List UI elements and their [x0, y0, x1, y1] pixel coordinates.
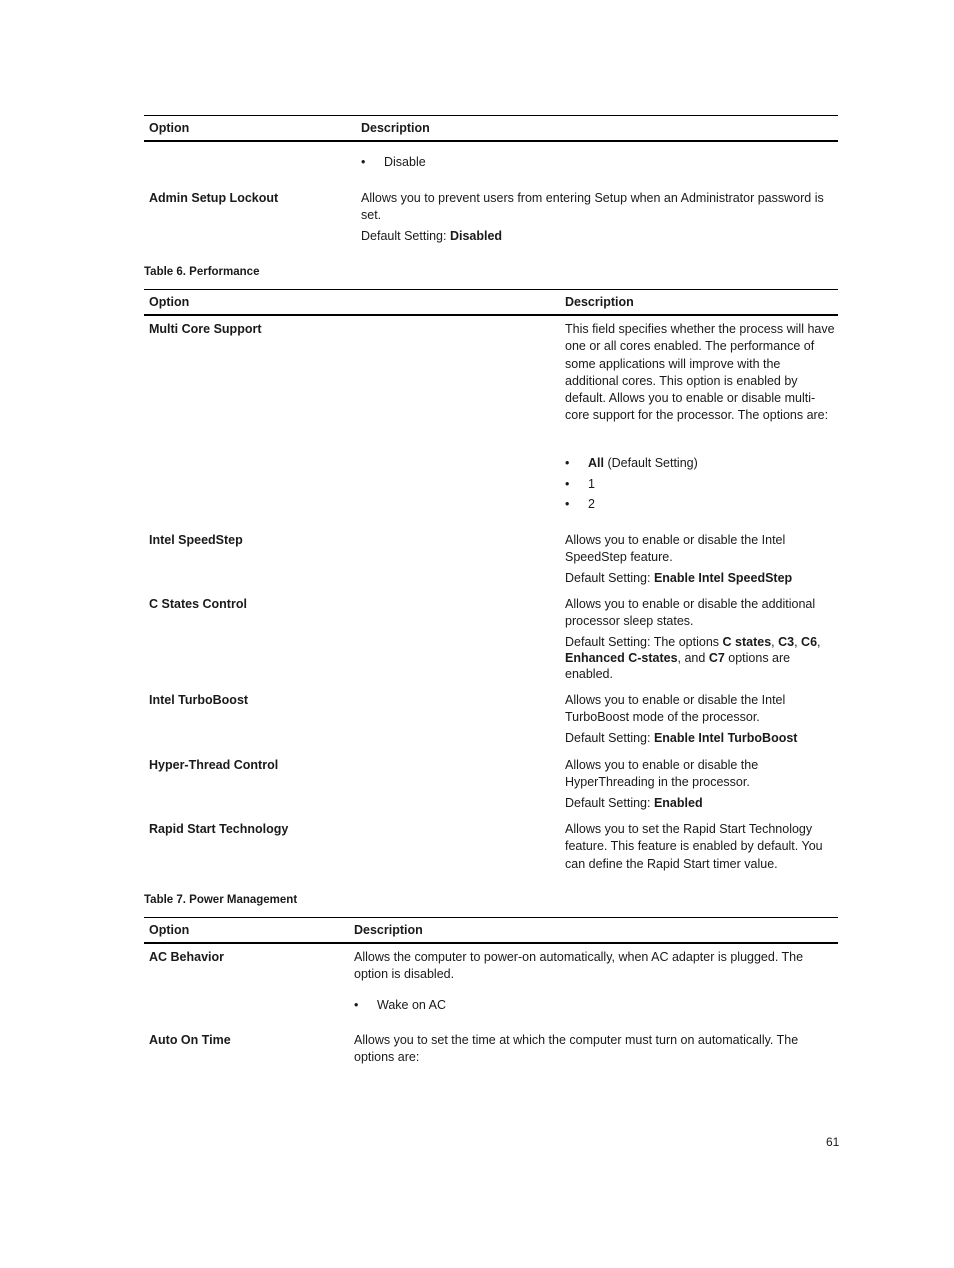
default-setting-label: Default Setting: [565, 731, 654, 745]
default-setting-value: Enable Intel SpeedStep [653, 571, 793, 585]
option-ac-behavior: AC Behavior [149, 950, 225, 964]
default-setting-label: Default Setting: [361, 229, 450, 243]
description-intel-turboboost: Allows you to enable or disable the Intel TurboBoost mode of the processor. [565, 693, 786, 725]
column-header-description: Description [354, 923, 423, 937]
option-intel-turboboost: Intel TurboBoost [149, 693, 249, 707]
description-c-states-control: Allows you to enable or disable the additional processor sleep states. [565, 597, 816, 629]
column-header-description: Description [565, 295, 634, 309]
list-item-text: Disable [384, 155, 426, 169]
default-setting-label: Default Setting: [565, 796, 654, 810]
list-item-text: 1 [588, 477, 595, 491]
description-intel-speedstep: Allows you to enable or disable the Intel SpeedStep feature. [565, 533, 786, 565]
table-top-rule [144, 115, 838, 116]
default-setting-c-states-control: Default Setting: The options C states, C3, C6, Enhanced C-states, and C7 options are enabled. [565, 635, 821, 681]
default-setting-label: Default Setting: [565, 571, 654, 585]
option-multi-core-support: Multi Core Support [149, 322, 262, 336]
default-setting-intel-speedstep [565, 570, 792, 587]
table-header-rule [144, 942, 838, 944]
table-header-rule [144, 140, 838, 142]
description-admin-setup-lockout: Allows you to prevent users from entering Setup when an Administrator password is set. [361, 191, 824, 223]
option-auto-on-time: Auto On Time [149, 1033, 231, 1047]
description-multi-core-support: This field specifies whether the process will have one or all cores enabled. The performance of some applications will improve with the additional cores. This option is enabled by default. Allows you to enable or disable multi-core support for the processor. The options are: [565, 322, 835, 423]
description-auto-on-time: Allows you to set the time at which the computer must turn on automatically. The options are: [354, 1033, 799, 1065]
table-caption: Table 6. Performance [144, 266, 260, 278]
bullet-icon: • [361, 155, 366, 169]
column-header-option: Option [149, 121, 190, 135]
description-hyper-thread-control: Allows you to enable or disable the HyperThreading in the processor. [565, 758, 759, 790]
bullet-icon: • [565, 477, 570, 491]
table-header-rule [144, 314, 838, 316]
list-item-text: Wake on AC [377, 998, 447, 1012]
bullet-icon: • [565, 456, 570, 470]
default-setting-intel-turboboost [565, 730, 797, 747]
option-hyper-thread-control: Hyper-Thread Control [149, 758, 279, 772]
description-ac-behavior: Allows the computer to power-on automatically, when AC adapter is plugged. The option is disabled. [354, 950, 804, 982]
default-setting-admin-setup-lockout [361, 228, 502, 245]
bullet-icon: • [354, 998, 359, 1012]
bullet-icon: • [565, 497, 570, 511]
default-setting-value: Enable Intel TurboBoost [653, 731, 798, 745]
table-caption: Table 7. Power Management [144, 894, 298, 906]
page-number: 61 [826, 1135, 840, 1149]
list-item-text: All (Default Setting) [588, 456, 698, 470]
default-setting-hyper-thread-control [565, 795, 703, 812]
default-setting-value: Enabled [653, 796, 703, 810]
description-rapid-start-technology: Allows you to set the Rapid Start Technology feature. This feature is enabled by default. You can define the Rapid Start timer value. [565, 822, 823, 871]
table-top-rule [144, 917, 838, 918]
column-header-description: Description [361, 121, 430, 135]
option-intel-speedstep: Intel SpeedStep [149, 533, 243, 547]
table-top-rule [144, 289, 838, 290]
default-setting-value: Disabled [449, 229, 503, 243]
column-header-option: Option [149, 923, 190, 937]
column-header-option: Option [149, 295, 190, 309]
option-admin-setup-lockout: Admin Setup Lockout [149, 191, 279, 205]
list-item-text: 2 [588, 497, 595, 511]
option-rapid-start-technology: Rapid Start Technology [149, 822, 289, 836]
option-c-states-control: C States Control [149, 597, 247, 611]
